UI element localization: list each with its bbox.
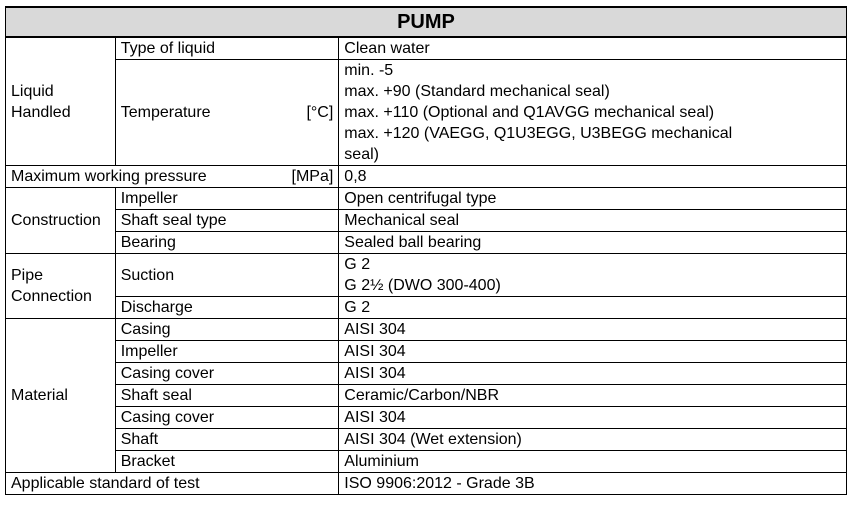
temperature-line: min. -5 [344,62,394,79]
suction-label: Suction [115,254,339,297]
material-row-value: AISI 304 [339,319,847,341]
material-row-value: Aluminium [339,451,847,473]
suction-line: G 2½ (DWO 300-400) [344,277,501,294]
pressure-value: 0,8 [339,166,847,188]
temperature-line: max. +120 (VAEGG, Q1U3EGG, U3BEGG mechanical [344,125,733,142]
discharge-label: Discharge [115,297,339,319]
temperature-line: max. +90 (Standard mechanical seal) [344,83,610,100]
liquid-group-label: Liquid Handled [6,37,116,166]
temperature-line: seal) [344,146,379,163]
material-row-label: Bracket [115,451,339,473]
temperature-line: max. +110 (Optional and Q1AVGG mechanical seal) [344,104,715,121]
pressure-unit: [MPa] [291,168,334,185]
material-row-label: Casing cover [115,407,339,429]
discharge-value: G 2 [339,297,847,319]
construction-row-value: Mechanical seal [339,210,847,232]
material-row-value: Ceramic/Carbon/NBR [339,385,847,407]
pressure-label: Maximum working pressure [11,168,207,185]
material-row-value: AISI 304 [339,407,847,429]
material-row-value: AISI 304 (Wet extension) [339,429,847,451]
material-row-label: Impeller [115,341,339,363]
material-row-label: Casing cover [115,363,339,385]
table-title: PUMP [6,7,847,37]
material-row-label: Shaft seal [115,385,339,407]
construction-row-label: Shaft seal type [115,210,339,232]
suction-line: G 2 [344,256,371,273]
standard-label: Applicable standard of test [6,473,339,495]
material-group-label: Material [6,319,116,473]
construction-row-label: Impeller [115,188,339,210]
temperature-unit: [°C] [306,104,334,121]
material-row-label: Shaft [115,429,339,451]
temperature-values [339,60,847,166]
construction-row-label: Bearing [115,232,339,254]
construction-row-value: Sealed ball bearing [339,232,847,254]
pump-spec-table [5,6,847,495]
material-row-value: AISI 304 [339,363,847,385]
material-row-value: AISI 304 [339,341,847,363]
temperature-label: Temperature [120,104,211,121]
standard-value: ISO 9906:2012 - Grade 3B [339,473,847,495]
construction-group-label: Construction [6,188,116,254]
pressure-label-cell [6,166,339,188]
material-row-label: Casing [115,319,339,341]
construction-row-value: Open centrifugal type [339,188,847,210]
type-of-liquid-value: Clean water [339,37,847,60]
suction-values [339,254,847,297]
temperature-label-cell [115,60,339,166]
type-of-liquid-label: Type of liquid [115,37,339,60]
pipe-group-label: Pipe Connection [6,254,116,319]
